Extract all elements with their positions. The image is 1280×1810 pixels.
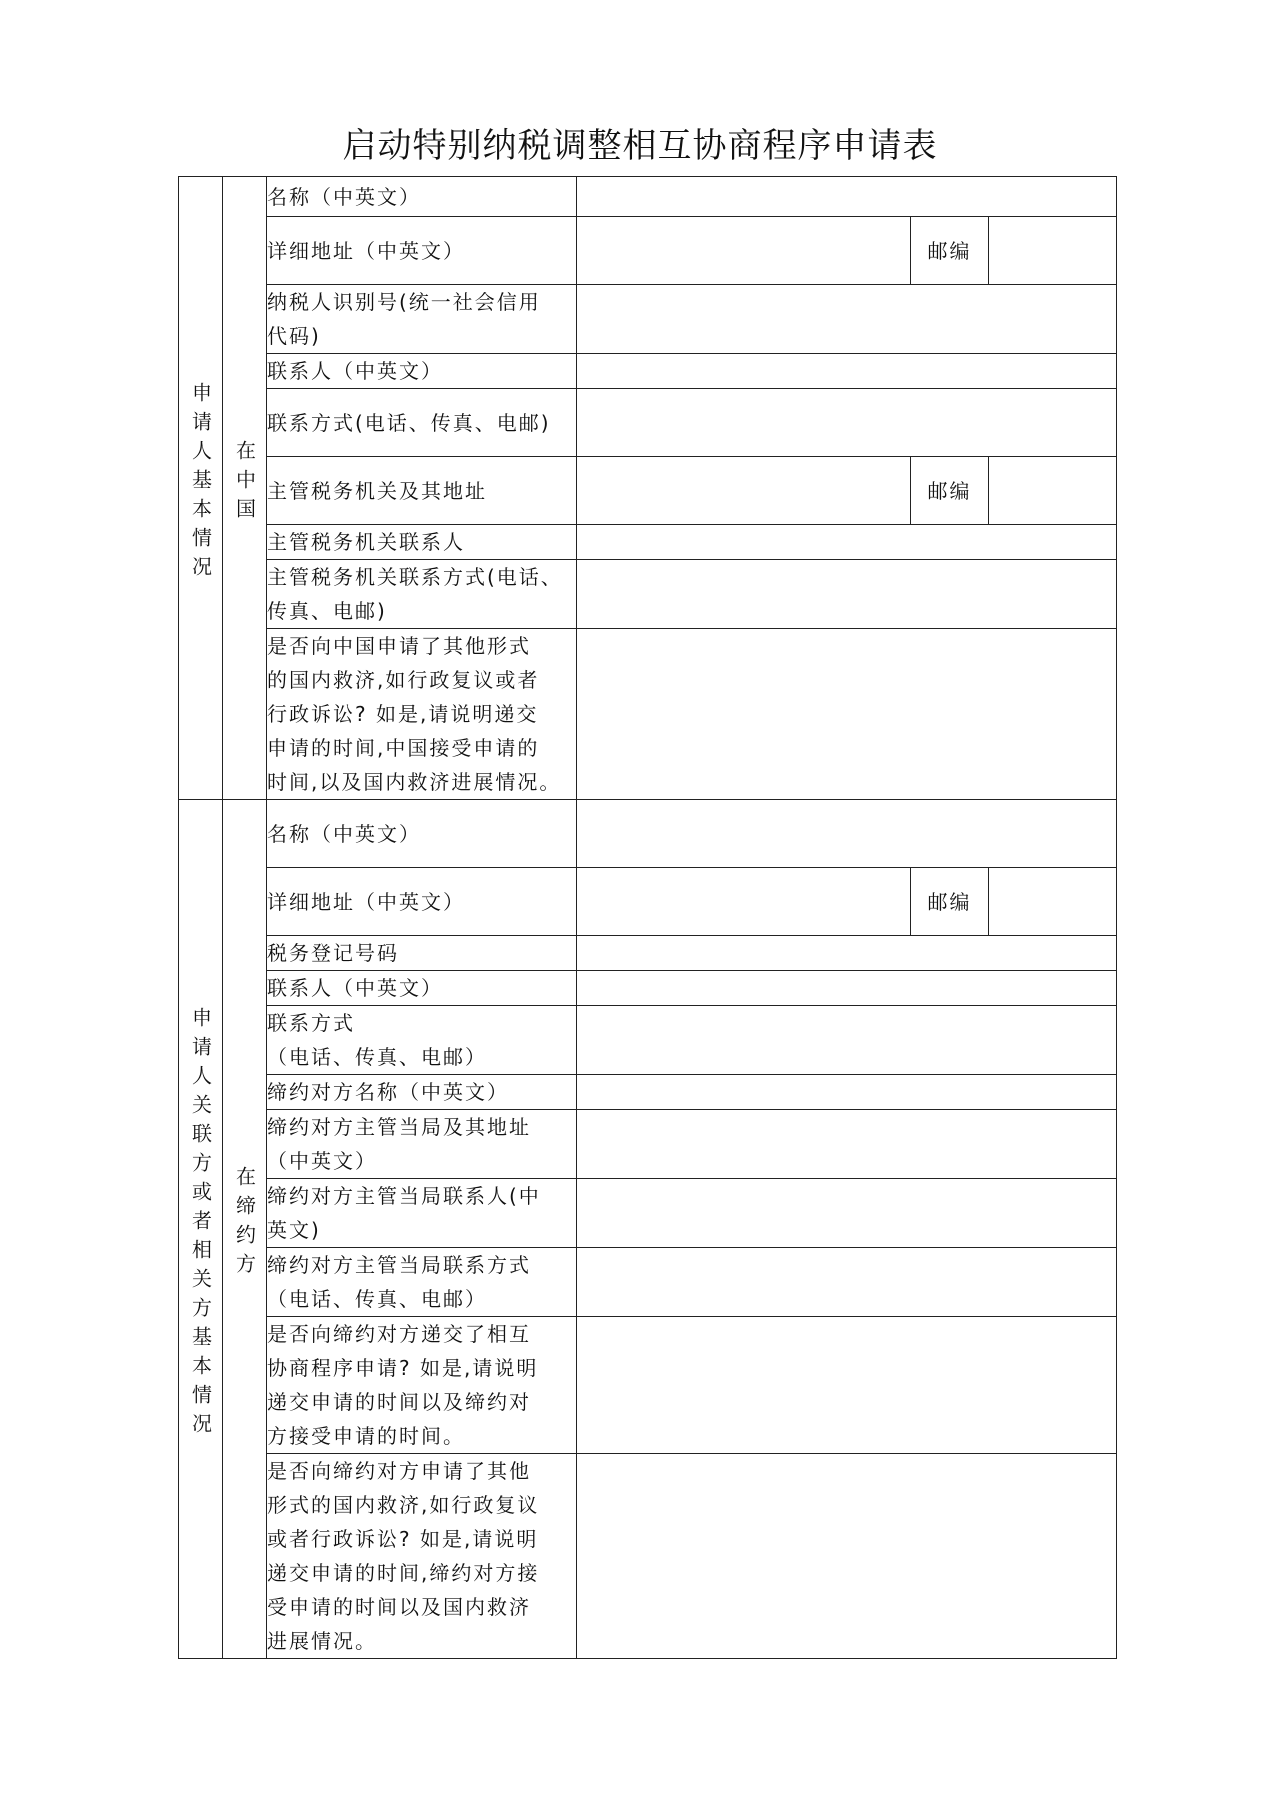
s2-remedy-label: 是否向缔约对方申请了其他 形式的国内救济,如行政复议 或者行政诉讼? 如是,请说明 递交申请的时间,缔约对方接 受申请的时间以及国内救济 进展情况。 [267, 1454, 577, 1659]
s1-remedy-field[interactable] [577, 629, 1117, 800]
s1-taxpayer-id-field[interactable] [577, 285, 1117, 354]
s1-name-label: 名称（中英文） [267, 177, 577, 217]
s1-authority-contact-label: 主管税务机关联系人 [267, 525, 577, 560]
s2-party-contact-field[interactable] [577, 1179, 1117, 1248]
s2-contact-person-field[interactable] [577, 971, 1117, 1006]
s1-contact-person-label: 联系人（中英文） [267, 354, 577, 389]
s2-party-method-label: 缔约对方主管当局联系方式 （电话、传真、电邮） [267, 1248, 577, 1317]
s2-map-field[interactable] [577, 1317, 1117, 1454]
s1-tax-authority-field[interactable] [577, 457, 911, 525]
s1-contact-method-field[interactable] [577, 389, 1117, 457]
s2-contact-method-field[interactable] [577, 1006, 1117, 1075]
section1-sub-label: 在中国 [223, 177, 267, 800]
s2-party-authority-field[interactable] [577, 1110, 1117, 1179]
s1-tax-authority-label: 主管税务机关及其地址 [267, 457, 577, 525]
s2-map-label: 是否向缔约对方递交了相互 协商程序申请? 如是,请说明 递交申请的时间以及缔约对 方接受申请的时间。 [267, 1317, 577, 1454]
s2-tax-reg-label: 税务登记号码 [267, 936, 577, 971]
s1-address-field[interactable] [577, 217, 911, 285]
s1-postcode-label: 邮编 [911, 217, 989, 285]
s2-address-label: 详细地址（中英文） [267, 868, 577, 936]
s1-remedy-label: 是否向中国申请了其他形式 的国内救济,如行政复议或者 行政诉讼? 如是,请说明递交 申请的时间,中国接受申请的 时间,以及国内救济进展情况。 [267, 629, 577, 800]
s1-name-field[interactable] [577, 177, 1117, 217]
s2-contact-method-label: 联系方式 （电话、传真、电邮） [267, 1006, 577, 1075]
s1-postcode-field[interactable] [989, 217, 1117, 285]
s2-address-field[interactable] [577, 868, 911, 936]
s2-party-name-label: 缔约对方名称（中英文） [267, 1075, 577, 1110]
s2-remedy-field[interactable] [577, 1454, 1117, 1659]
s1-authority-method-field[interactable] [577, 560, 1117, 629]
section2-group-label: 申请人关联方或者相关方基本情况 [179, 800, 223, 1659]
s2-postcode-field[interactable] [989, 868, 1117, 936]
s1-authority-postcode-field[interactable] [989, 457, 1117, 525]
s2-party-contact-label: 缔约对方主管当局联系人(中 英文) [267, 1179, 577, 1248]
s2-party-method-field[interactable] [577, 1248, 1117, 1317]
s2-party-name-field[interactable] [577, 1075, 1117, 1110]
s2-tax-reg-field[interactable] [577, 936, 1117, 971]
s2-postcode-label: 邮编 [911, 868, 989, 936]
s2-contact-person-label: 联系人（中英文） [267, 971, 577, 1006]
form-title: 启动特别纳税调整相互协商程序申请表 [342, 126, 938, 166]
s2-party-authority-label: 缔约对方主管当局及其地址 （中英文） [267, 1110, 577, 1179]
s1-authority-method-label: 主管税务机关联系方式(电话、 传真、电邮) [267, 560, 577, 629]
s1-contact-person-field[interactable] [577, 354, 1117, 389]
s2-name-field[interactable] [577, 800, 1117, 868]
application-form-table [178, 176, 1117, 1659]
section2-sub-label: 在缔约方 [223, 800, 267, 1659]
s1-contact-method-label: 联系方式(电话、传真、电邮) [267, 389, 577, 457]
s1-address-label: 详细地址（中英文） [267, 217, 577, 285]
s1-authority-postcode-label: 邮编 [911, 457, 989, 525]
s2-name-label: 名称（中英文） [267, 800, 577, 868]
s1-taxpayer-id-label: 纳税人识别号(统一社会信用 代码) [267, 285, 577, 354]
section1-group-label: 申请人基本情况 [179, 177, 223, 800]
s1-authority-contact-field[interactable] [577, 525, 1117, 560]
